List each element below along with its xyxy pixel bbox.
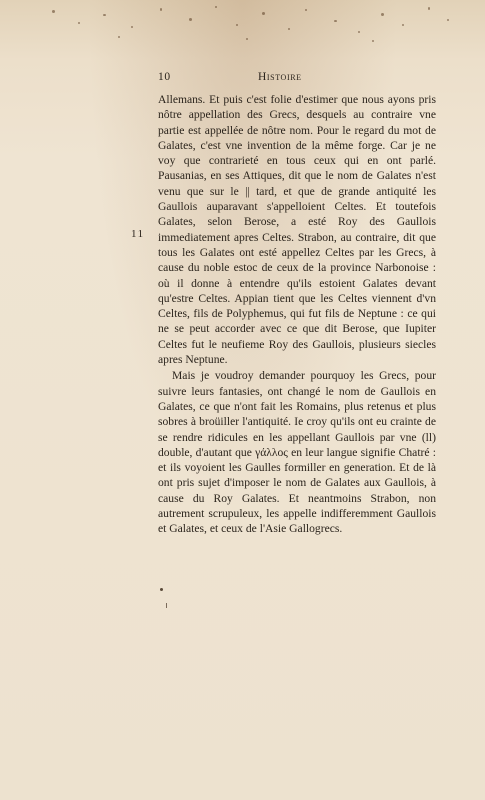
ink-spot — [160, 588, 163, 591]
paragraph-1: Allemans. Et puis c'est folie d'estimer que nous ayons pris nôtre appellation des Grecs, desquels au contraire vne partie est appellée de nôtre nom. Pour le regard du mot de Galates, c'est vne invention de la même forge. Car je ne voy que contrarieté en tous ceux qui en ont parlé. Pausanias, en ses Attiques, dit que le nom de Galates n'est venu que sur le || tard, et que de grande antiquité les Gaullois auparavant s'appelloient Celtes. Et toutefois Galates, selon Berose, a esté Roy des Gaullois immediatement apres Celtes. Strabon, au contraire, dit que tous les Galates ont esté appellez Celtes par les Grecs, à cause du noble estoc de ceux de la province Narbonoise : où il donne à entendre qu'ils estoient Galates devant qu'estre Celtes. Appian tient que les Celtes viennent d'vn Celtes, fils de Polyphemus, qui fut fils de Neptune : ce qui ne se peut accorder avec ce que dit Berose, que Iupiter Celtes fut le neufieme Roy des Gaullois, plusieurs siecles apres Neptune. — [158, 93, 436, 367]
body-text — [158, 92, 436, 537]
paragraph-2: Mais je voudroy demander pourquoy les Grecs, pour suivre leurs fantasies, ont changé le nom de Gaullois en Galates, ce que n'ont fait les Romains, plus retenus et plus sobres à broüiller l'antiquité. Ie croy qu'ils ont eu crainte de se rendre ridicules en les appellant Gaullois par vne (ll) double, d'autant que γάλλος en leur langue signifie Chatré : et ils voyoient les Gaulles formiller en generation. Et de là ont pris sujet d'imposer le nom de Galates aux Gaullois, à cause du Roy Galates. Et neantmoins Strabon, non autrement scrupuleux, les appelle indifferemment Gaullois et Galates, et ceux de l'Asie Gallogrecs. — [158, 369, 436, 536]
ink-tick — [166, 603, 167, 608]
running-header — [158, 71, 438, 87]
running-title: Histoire — [258, 71, 302, 83]
page-number: 10 — [158, 71, 171, 83]
margin-page-marker: 11 — [131, 228, 145, 240]
